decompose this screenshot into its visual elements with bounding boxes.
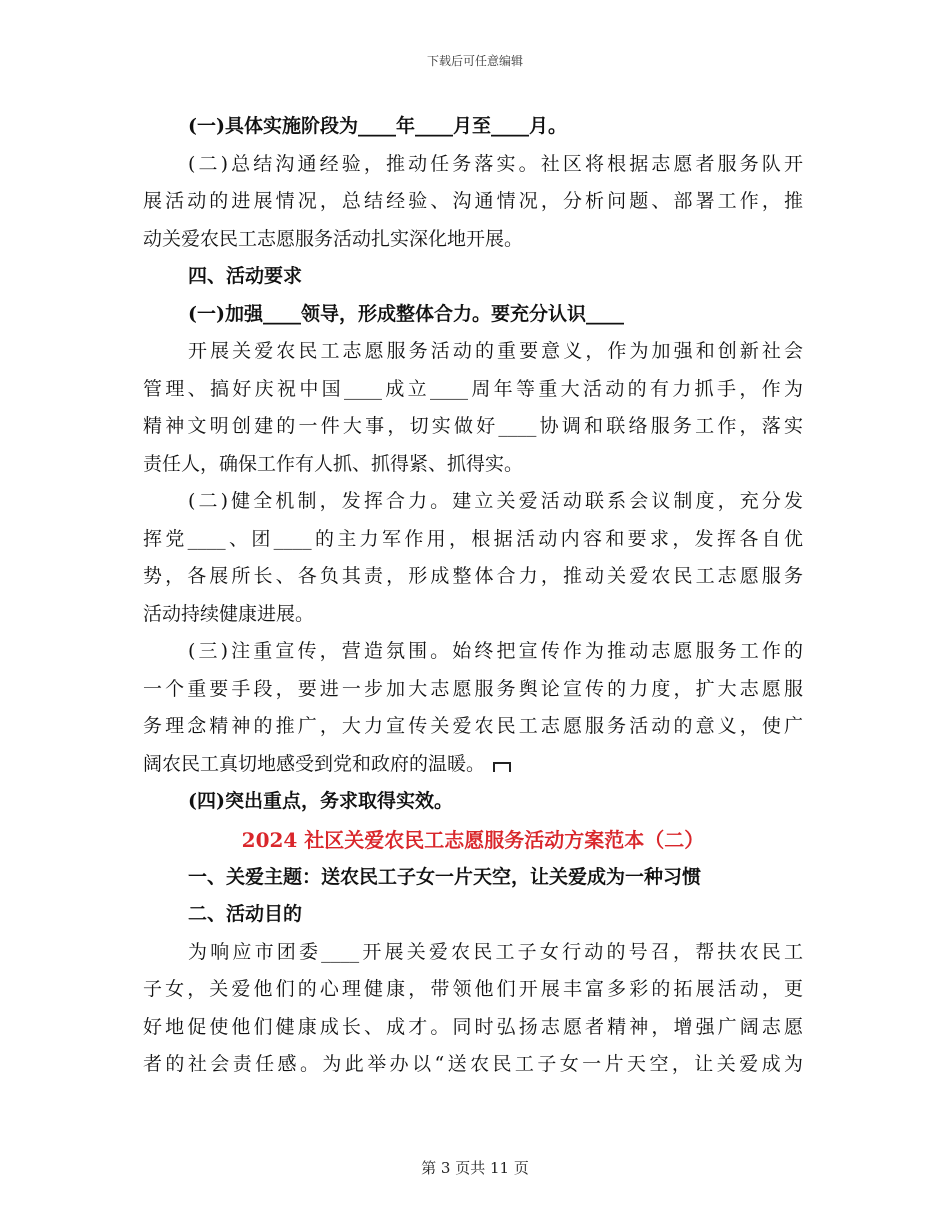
- page-footer: 第 3 页共 11 页: [421, 1159, 529, 1177]
- paragraph-line: 展活动的进展情况，总结经验、沟通情况，分析问题、部署工作，推: [143, 190, 803, 212]
- paragraph-line: (一)加强____领导，形成整体合力。要充分认识____: [188, 302, 624, 325]
- document-body: [143, 108, 803, 1084]
- section-heading: 一、关爱主题：送农民工子女一片天空，让关爱成为一种习惯: [188, 865, 702, 888]
- paragraph-line: 为响应市团委____开展关爱农民工子女行动的号召，帮扶农民工: [188, 940, 803, 963]
- paragraph-line: 管理、搞好庆祝中国____成立____周年等重大活动的有力抓手，作为: [143, 377, 803, 400]
- paragraph-line: 责任人，确保工作有人抓、抓得紧、抓得实。: [143, 452, 524, 475]
- anchor-mark-icon: [493, 762, 511, 772]
- paragraph-line: 开展关爱农民工志愿服务活动的重要意义，作为加强和创新社会: [188, 340, 803, 362]
- paragraph-line: (三)注重宣传，营造氛围。始终把宣传作为推动志愿服务工作的: [188, 640, 803, 662]
- paragraph-text: 阔农民工真切地感受到党和政府的温暖。: [143, 752, 486, 775]
- section-heading: 四、活动要求: [188, 265, 303, 287]
- section-title: 2024 社区关爱农民工志愿服务活动方案范本（二）: [241, 827, 705, 852]
- paragraph-line: (一)具体实施阶段为____年____月至____月。: [188, 115, 567, 137]
- paragraph-line: 一个重要手段，要进一步加大志愿服务舆论宣传的力度，扩大志愿服: [143, 677, 803, 700]
- page-header: 下载后可任意编辑: [426, 54, 523, 68]
- paragraph-line: (二)健全机制，发挥合力。建立关爱活动联系会议制度，充分发: [188, 490, 803, 512]
- paragraph-line-with-mark: [143, 746, 803, 784]
- paragraph-line: 子女，关爱他们的心理健康，带领他们开展丰富多彩的拓展活动，更: [143, 978, 803, 1000]
- paragraph-line: 活动持续健康进展。: [143, 602, 315, 625]
- paragraph-line: 好地促使他们健康成长、成才。同时弘扬志愿者精神，增强广阔志愿: [143, 1015, 803, 1038]
- paragraph-line: 务理念精神的推广，大力宣传关爱农民工志愿服务活动的意义，使广: [143, 715, 803, 737]
- paragraph-line: 精神文明创建的一件大事，切实做好____协调和联络服务工作，落实: [143, 415, 803, 437]
- paragraph-line: 动关爱农民工志愿服务活动扎实深化地开展。: [143, 227, 524, 250]
- paragraph-line: 者的社会责任感。为此举办以“送农民工子女一片天空，让关爱成为: [143, 1053, 803, 1075]
- paragraph-line: 势，各展所长、各负其责，形成整体合力，推动关爱农民工志愿服务: [143, 565, 803, 587]
- paragraph-line: 挥党____、团____的主力军作用，根据活动内容和要求，发挥各自优: [143, 527, 803, 550]
- paragraph-line: (四)突出重点，务求取得实效。: [188, 790, 453, 812]
- paragraph-line: (二)总结沟通经验，推动任务落实。社区将根据志愿者服务队开: [188, 152, 803, 175]
- section-heading: 二、活动目的: [188, 903, 303, 925]
